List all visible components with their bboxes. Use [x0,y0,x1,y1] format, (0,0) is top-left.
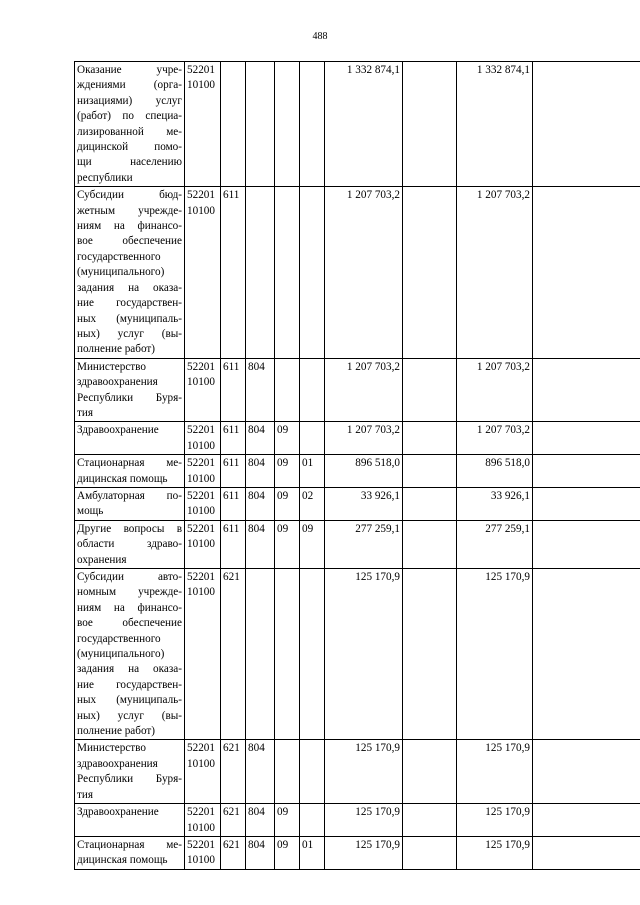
cell-name [75,62,185,187]
cell-amount: 33 926,1 [325,487,403,520]
code-line: 10100 [187,79,215,92]
cell-extra [533,187,640,358]
cell-expense-type: 621 [221,740,246,804]
cell-amount-total: 33 926,1 [457,487,533,520]
code-line: 10100 [187,204,215,217]
cell-extra [533,804,640,837]
cell-extra [533,569,640,740]
name-line: здравоохранения [77,757,158,770]
name-line: Оказание учре- [77,64,182,76]
name-line: ние государствен- [77,297,182,310]
cell-section [275,740,300,804]
cell-amount: 1 207 703,2 [325,187,403,358]
table-body [75,62,640,870]
cell-expense-type: 611 [221,187,246,358]
cell-extra [533,487,640,520]
name-line: щи населению [77,156,182,169]
cell-section: 09 [275,487,300,520]
cell-amount-total: 896 518,0 [457,455,533,488]
cell-amount-federal [403,804,457,837]
cell-amount-total: 1 332 874,1 [457,62,533,187]
name-line: ниям на финансо- [77,601,182,614]
name-line: ных (муниципаль- [77,312,182,325]
cell-amount-total: 277 259,1 [457,520,533,568]
cell-name [75,487,185,520]
cell-target-article [185,455,221,488]
cell-amount: 1 207 703,2 [325,422,403,455]
cell-name [75,740,185,804]
cell-target-article [185,804,221,837]
name-line: Республики Буря- [77,773,182,786]
budget-table [74,61,640,870]
name-line: (работ) по специа- [77,110,182,123]
code-line: 10100 [187,854,215,867]
code-line: 10100 [187,586,215,599]
cell-subsection: 01 [300,455,325,488]
cell-name [75,187,185,358]
name-line: вое обеспечение [77,235,182,248]
name-line: низациями) услуг [77,94,182,107]
code-line: 52201 [187,189,215,202]
table-row [75,358,640,422]
code-line: 52201 [187,838,215,851]
cell-target-article [185,520,221,568]
table-row [75,455,640,488]
cell-amount-total: 125 170,9 [457,740,533,804]
cell-target-article [185,569,221,740]
name-line: мощь [77,505,104,518]
cell-expense-type: 611 [221,487,246,520]
cell-expense-type: 611 [221,455,246,488]
name-line: задания на оказа- [77,281,182,294]
name-line: дицинской помо- [77,141,182,154]
name-line: ждениями (орга- [77,79,182,92]
table-row [75,422,640,455]
name-line: ниям на финансо- [77,220,182,233]
cell-amount-federal [403,422,457,455]
name-line: республики [77,171,133,184]
cell-amount-federal [403,487,457,520]
name-line: (муниципального) [77,266,165,279]
cell-ministry-code: 804 [246,455,275,488]
cell-ministry-code: 804 [246,422,275,455]
table-row [75,804,640,837]
cell-subsection [300,804,325,837]
cell-extra [533,62,640,187]
cell-ministry-code: 804 [246,804,275,837]
name-line: Стационарная ме- [77,838,182,851]
cell-section [275,569,300,740]
page-number: 488 [312,31,328,42]
name-line: государственного [77,250,161,263]
cell-amount: 277 259,1 [325,520,403,568]
code-line: 52201 [187,424,215,437]
code-line: 52201 [187,571,215,583]
name-line: номным учрежде- [77,586,182,599]
cell-section: 09 [275,836,300,869]
cell-expense-type: 611 [221,520,246,568]
table-row [75,487,640,520]
table-row [75,836,640,869]
cell-extra [533,455,640,488]
name-line: охранения [77,553,127,566]
table-row [75,187,640,358]
cell-expense-type: 621 [221,836,246,869]
cell-expense-type [221,62,246,187]
name-line: ние государствен- [77,678,182,691]
cell-name [75,422,185,455]
cell-expense-type: 621 [221,569,246,740]
cell-ministry-code [246,62,275,187]
name-line: полнение работ) [77,343,156,356]
name-line: государственного [77,632,161,645]
name-line: ных) услуг (вы- [77,327,182,340]
cell-amount-federal [403,740,457,804]
cell-subsection: 09 [300,520,325,568]
cell-amount-federal [403,62,457,187]
cell-extra [533,520,640,568]
cell-target-article [185,422,221,455]
cell-expense-type: 611 [221,358,246,422]
name-line: Республики Буря- [77,391,182,404]
name-line: (муниципального) [77,648,165,661]
code-line: 52201 [187,522,215,535]
cell-amount: 125 170,9 [325,836,403,869]
code-line: 10100 [187,538,215,551]
name-line: дицинская помощь [77,854,168,867]
cell-amount-total: 125 170,9 [457,569,533,740]
cell-name [75,358,185,422]
cell-section [275,358,300,422]
code-line: 52201 [187,489,215,502]
cell-name [75,569,185,740]
table-row [75,740,640,804]
cell-expense-type: 621 [221,804,246,837]
cell-extra [533,422,640,455]
name-line: Субсидии авто- [77,571,182,583]
name-line: Здравоохранение [77,806,159,819]
name-line: вое обеспечение [77,617,182,630]
name-line: тия [77,788,94,801]
cell-amount-total: 125 170,9 [457,804,533,837]
name-line: жетным учрежде- [77,204,182,217]
code-line: 10100 [187,439,215,452]
code-line: 52201 [187,806,215,819]
code-line: 10100 [187,757,215,770]
name-line: ных (муниципаль- [77,694,182,707]
cell-ministry-code [246,569,275,740]
cell-amount-total: 1 207 703,2 [457,358,533,422]
cell-subsection: 02 [300,487,325,520]
name-line: полнение работ) [77,725,156,738]
cell-subsection [300,422,325,455]
cell-subsection [300,62,325,187]
cell-section: 09 [275,422,300,455]
name-line: Здравоохранение [77,424,159,437]
cell-amount: 1 332 874,1 [325,62,403,187]
table-row [75,569,640,740]
name-line: дицинская помощь [77,472,168,485]
cell-section: 09 [275,804,300,837]
cell-section [275,62,300,187]
cell-section: 09 [275,455,300,488]
name-line: тия [77,406,94,419]
cell-name [75,455,185,488]
name-line: здравоохранения [77,376,158,389]
cell-subsection [300,569,325,740]
name-line: области здраво- [77,538,182,551]
cell-subsection [300,740,325,804]
cell-name [75,520,185,568]
cell-amount: 1 207 703,2 [325,358,403,422]
cell-ministry-code: 804 [246,740,275,804]
cell-amount-federal [403,569,457,740]
name-line: задания на оказа- [77,663,182,676]
cell-target-article [185,740,221,804]
code-line: 52201 [187,64,215,76]
code-line: 10100 [187,821,215,834]
name-line: Министерство [77,742,146,755]
cell-amount-federal [403,358,457,422]
code-line: 52201 [187,742,215,755]
cell-ministry-code: 804 [246,358,275,422]
cell-name [75,836,185,869]
cell-amount-total: 125 170,9 [457,836,533,869]
name-line: Министерство [77,360,146,373]
name-line: ных) услуг (вы- [77,709,182,722]
cell-amount-federal [403,520,457,568]
cell-amount-federal [403,836,457,869]
cell-ministry-code: 804 [246,520,275,568]
table-row [75,62,640,187]
cell-amount: 125 170,9 [325,569,403,740]
cell-subsection [300,187,325,358]
cell-target-article [185,358,221,422]
code-line: 52201 [187,457,215,470]
code-line: 52201 [187,360,215,373]
code-line: 10100 [187,376,215,389]
code-line: 10100 [187,505,215,518]
cell-ministry-code: 804 [246,487,275,520]
name-line: лизированной ме- [77,125,182,138]
cell-target-article [185,62,221,187]
cell-amount-total: 1 207 703,2 [457,422,533,455]
cell-target-article [185,187,221,358]
cell-subsection [300,358,325,422]
cell-expense-type: 611 [221,422,246,455]
cell-subsection: 01 [300,836,325,869]
cell-target-article [185,487,221,520]
cell-section: 09 [275,520,300,568]
name-line: Стационарная ме- [77,457,182,470]
cell-extra [533,836,640,869]
cell-ministry-code: 804 [246,836,275,869]
cell-ministry-code [246,187,275,358]
cell-amount: 125 170,9 [325,740,403,804]
cell-extra [533,358,640,422]
cell-amount-federal [403,455,457,488]
cell-extra [533,740,640,804]
cell-amount: 896 518,0 [325,455,403,488]
name-line: Другие вопросы в [77,522,182,535]
cell-section [275,187,300,358]
name-line: Амбулаторная по- [77,489,182,502]
table-row [75,520,640,568]
cell-amount: 125 170,9 [325,804,403,837]
cell-name [75,804,185,837]
code-line: 10100 [187,472,215,485]
cell-target-article [185,836,221,869]
cell-amount-total: 1 207 703,2 [457,187,533,358]
name-line: Субсидии бюд- [77,189,182,202]
cell-amount-federal [403,187,457,358]
